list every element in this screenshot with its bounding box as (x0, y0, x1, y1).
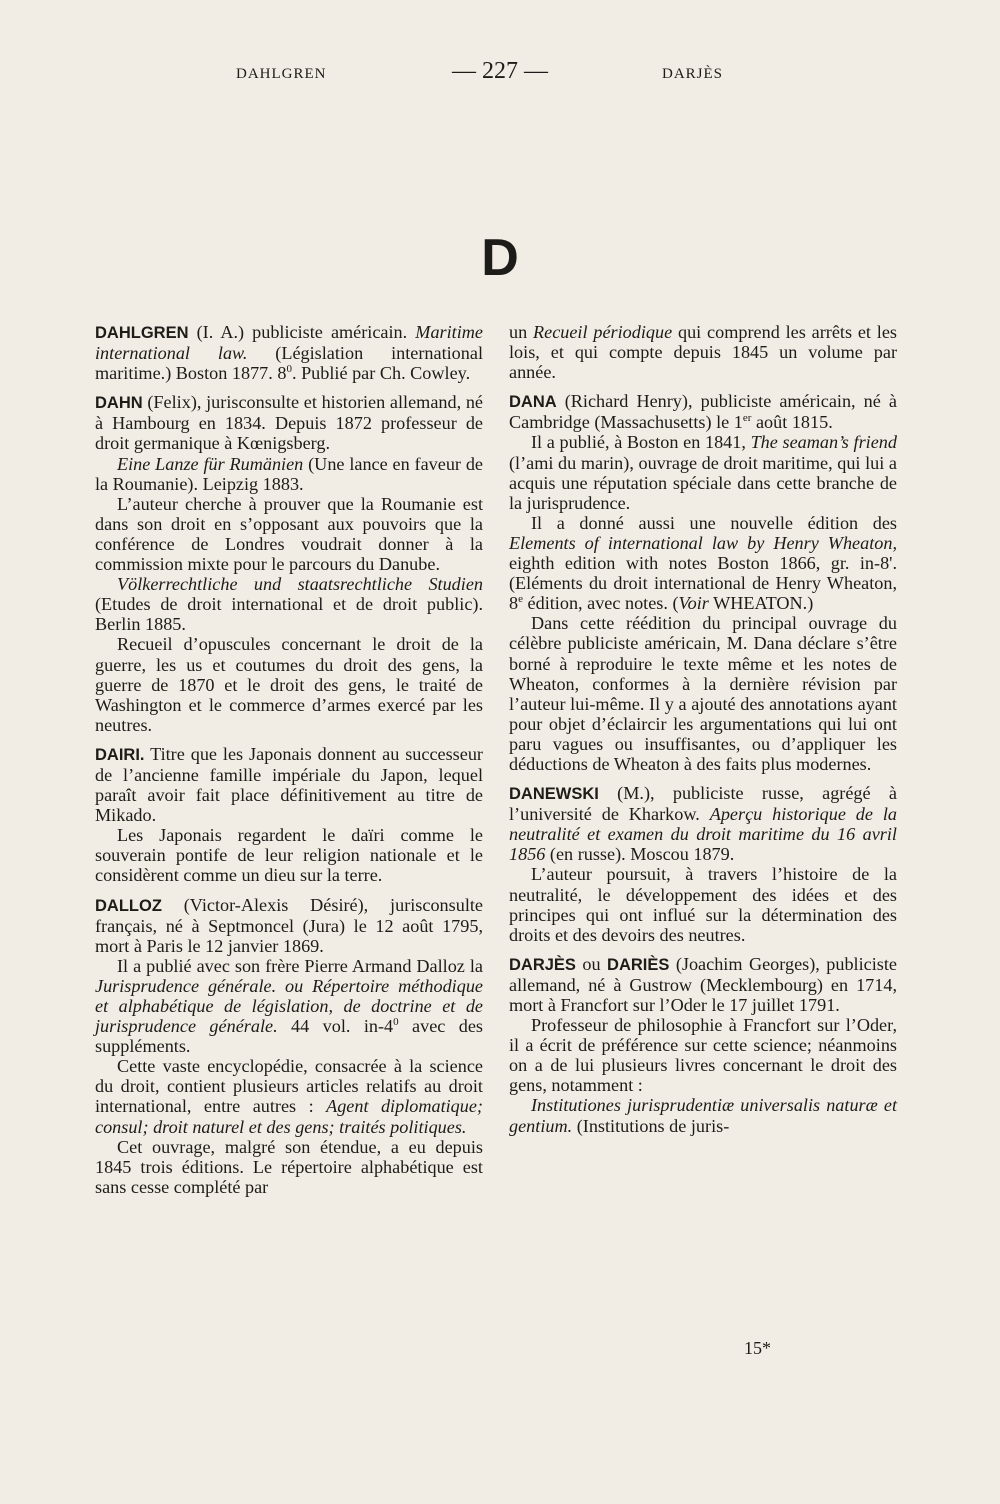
headword: DALLOZ (95, 896, 162, 915)
headword: DANEWSKI (509, 785, 599, 804)
entry-dalloz: DALLOZ (Victor-Alexis Désiré), jurisconsulte français, né à Septmoncel (Jura) le 12 août 1795, mort à Paris le 12 janvier 1869. (95, 894, 483, 956)
headword: DAHLGREN (95, 324, 189, 342)
entry-dana: DANA (Richard Henry), publiciste américain, né à Cambridge (Massachusetts) le 1er août 1815. (509, 391, 897, 433)
paragraph: Cet ouvrage, malgré son étendue, a eu depuis 1845 trois éditions. Le répertoire alphabétique est sans cesse complété par (95, 1136, 483, 1197)
paragraph: Il a donné aussi une nouvelle édition des Elements of international law by Henry Wheaton, eighth edition with notes Boston 1866, gr. in-8'. (Eléments du droit international de Henry Wheaton, 8e édition, avec notes. (Voir WHEATON.) (509, 512, 897, 614)
paragraph: Professeur de philosophie à Francfort sur l’Oder, il a écrit de préférence sur cette science; néanmoins on a de lui plusieurs livres concernant le droit des gens, notamment : (509, 1015, 897, 1096)
entry-dairi: DAIRI. Titre que les Japonais donnent au successeur de l’ancienne famille impériale du Japon, lequel paraît avoir fait place définitivement au titre de Mikado. (95, 743, 483, 826)
paragraph: Recueil d’opuscules concernant le droit de la guerre, les us et coutumes du droit des gens, la guerre de 1870 et le droit des gens, le traité de Washington et le commerce d’armes exercé par les neutres. (95, 634, 483, 735)
paragraph: Eine Lanze für Rumänien (Une lance en faveur de la Roumanie). Leipzig 1883. (95, 453, 483, 494)
header-right-word: DARJÈS (662, 66, 724, 82)
header-left-word: DAHLGREN (236, 66, 327, 82)
right-column (509, 322, 897, 1136)
running-header (0, 58, 1000, 88)
paragraph: L’auteur cherche à prouver que la Roumanie est dans son droit en s’opposant aux pouvoirs que la conférence de Londres voudrait donner à la commission mixte pour le parcours du Danube. (95, 493, 483, 575)
entry-darjes: DARJÈS ou DARIÈS (Joachim Georges), publiciste allemand, né à Gustrow (Mecklembourg) en 1714, mort à Francfort sur l’Oder le 17 juillet 1791. (509, 953, 897, 1015)
entry-dahn: DAHN (Felix), jurisconsulte et historien allemand, né à Hambourg en 1834. Depuis 1872 professeur de droit germanique à Kœnigsberg. (95, 392, 483, 454)
continued-paragraph: un Recueil périodique qui comprend les arrêts et les lois, et qui compte depuis 1845 un volume par année. (509, 322, 898, 383)
entry-dahlgren: DAHLGREN (I. A.) publiciste américain. Maritime international law. (Législation international maritime.) Boston 1877. $8^0$. Publié par Ch. Cowley. (95, 322, 483, 384)
paragraph: Institutiones jurisprudentiæ universalis naturæ et gentium. (Institutions de juris- (509, 1095, 897, 1136)
paragraph: Il a publié avec son frère Pierre Armand Dalloz la Jurisprudence générale. ou Répertoire méthodique et alphabétique de législation, de doctrine et de jurisprudence générale. 44 vol. $in-4^0$ avec des suppléments. (95, 955, 483, 1057)
paragraph: Cette vaste encyclopédie, consacrée à la science du droit, contient plusieurs articles relatifs au droit international, entre autres : Agent diplomatique; consul; droit naturel et des gens; traités politiques. (95, 1056, 483, 1137)
paragraph: Les Japonais regardent le daïri comme le souverain pontife de leur religion nationale et le considèrent comme un dieu sur la terre. (95, 825, 483, 886)
paragraph: Dans cette réédition du principal ouvrage du célèbre publiciste américain, M. Dana déclare s’être borné à reproduire le texte même et les notes de Wheaton, conformes à la dernière révision par l’auteur lui-même. Il y a ajouté des annotations ayant pour objet d’éclaircir les argumentations qui lui ont paru vagues ou insuffisantes, ou d’appliquer les déductions de Wheaton à des faits plus modernes. (509, 613, 897, 774)
entry-danewski: DANEWSKI (M.), publiciste russe, agrégé à l’université de Kharkow. Aperçu historique de la neutralité et examen du droit maritime du 16 avril 1856 (en russe). Moscou 1879. (509, 783, 897, 865)
section-letter: D (481, 229, 519, 287)
headword: DARIÈS (607, 955, 670, 974)
headword: DAIRI. (95, 745, 145, 764)
headword: DAHN (95, 394, 143, 413)
headword: DANA (509, 393, 557, 412)
signature-mark: 15* (744, 1338, 771, 1358)
page-number: — 227 — (452, 58, 548, 84)
left-column (95, 322, 483, 1197)
paragraph: L’auteur poursuit, à travers l’histoire de la neutralité, le développement des idées et des principes qui ont influé sur la détermination des droits et des devoirs des neutres. (509, 864, 897, 945)
paragraph: Il a publié, à Boston en 1841, The seaman’s friend (l’ami du marin), ouvrage de droit maritime, qui lui a acquis une réputation spéciale dans cette branche de la jurisprudence. (509, 432, 897, 513)
paragraph: Völkerrechtliche und staatsrechtliche Studien (Etudes de droit international et de droit public). Berlin 1885. (95, 574, 483, 635)
headword: DARJÈS (509, 955, 576, 974)
